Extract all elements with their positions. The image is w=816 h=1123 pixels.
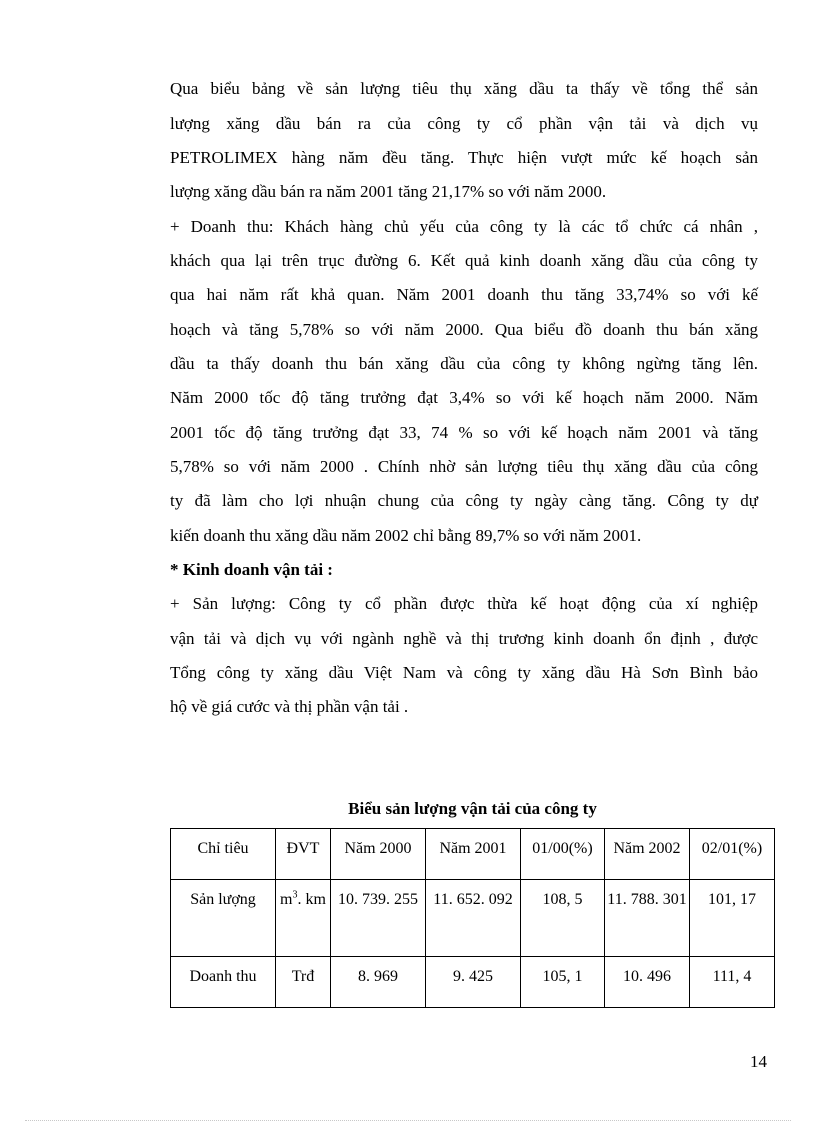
cell-ratio-01-00: 108, 5 xyxy=(521,880,605,957)
page-bottom-divider xyxy=(25,1120,791,1121)
paragraph2-line-10: kiến doanh thu xăng dầu năm 2002 chỉ bằng 89,7% so với năm 2001. xyxy=(170,526,642,545)
paragraph1-line-2: lượng xăng dầu bán ra của công ty cổ phần vận tải và dịch vụ xyxy=(170,114,758,133)
paragraph2-line-3: qua hai năm rất khả quan. Năm 2001 doanh thu tăng 33,74% so với kế xyxy=(170,285,758,304)
header-dvt: ĐVT xyxy=(276,829,331,880)
paragraph2-line-8: 5,78% so với năm 2000 . Chính nhờ sản lượng tiêu thụ xăng dầu của công xyxy=(170,457,758,476)
cell-unit: $m^3$. km xyxy=(276,880,331,957)
section-heading: * Kinh doanh vận tải : xyxy=(170,560,333,579)
paragraph2-line-2: khách qua lại trên trục đường 6. Kết quả kinh doanh xăng dầu của công ty xyxy=(170,251,758,270)
paragraph2-line-5: dầu ta thấy doanh thu bán xăng dầu của công ty không ngừng tăng lên. xyxy=(170,354,758,373)
cell-y2001: 11. 652. 092 xyxy=(426,880,521,957)
cell-y2000: 10. 739. 255 xyxy=(331,880,426,957)
cell-ratio-02-01: 111, 4 xyxy=(690,957,775,1008)
paragraph1-line-1: Qua biểu bảng về sản lượng tiêu thụ xăng dầu ta thấy về tổng thể sản xyxy=(170,79,758,98)
paragraph2-line-1: + Doanh thu: Khách hàng chủ yếu của công ty là các tổ chức cá nhân , xyxy=(170,217,758,236)
paragraph1-line-4: lượng xăng dầu bán ra năm 2001 tăng 21,17% so với năm 2000. xyxy=(170,182,607,201)
paragraph2-line-4: hoạch và tăng 5,78% so với năm 2000. Qua biểu đồ doanh thu bán xăng xyxy=(170,320,758,339)
cell-ratio-01-00: 105, 1 xyxy=(521,957,605,1008)
cell-label: Sản lượng xyxy=(171,880,276,957)
paragraph3-line-3: Tổng công ty xăng dầu Việt Nam và công ty xăng dầu Hà Sơn Bình bảo xyxy=(170,663,758,682)
cell-y2000: 8. 969 xyxy=(331,957,426,1008)
cell-label: Doanh thu xyxy=(171,957,276,1008)
header-nam-2002: Năm 2002 xyxy=(605,829,690,880)
table-caption: Biểu sản lượng vận tải của công ty xyxy=(348,799,597,818)
table-row xyxy=(171,957,775,1008)
paragraph3-line-2: vận tải và dịch vụ với ngành nghề và thị trương kinh doanh ổn định , được xyxy=(170,629,758,648)
cell-y2001: 9. 425 xyxy=(426,957,521,1008)
cell-unit: Trđ xyxy=(276,957,331,1008)
paragraph2-line-6: Năm 2000 tốc độ tăng trưởng đạt 3,4% so với kế hoạch năm 2000. Năm xyxy=(170,388,758,407)
paragraph2-line-9: ty đã làm cho lợi nhuận chung của công ty ngày càng tăng. Công ty dự xyxy=(170,491,758,510)
paragraph3-line-4: hộ về giá cước và thị phần vận tải . xyxy=(170,697,409,716)
cell-y2002: 10. 496 xyxy=(605,957,690,1008)
transport-output-table xyxy=(170,828,775,1008)
paragraph2-line-7: 2001 tốc độ tăng trưởng đạt 33, 74 % so với kế hoạch năm 2001 và tăng xyxy=(170,423,758,442)
paragraph1-line-3: PETROLIMEX hàng năm đều tăng. Thực hiện vượt mức kế hoạch sản xyxy=(170,148,758,167)
table-row xyxy=(171,880,775,957)
page-number: 14 xyxy=(750,1052,767,1071)
header-chi-tieu: Chỉ tiêu xyxy=(171,829,276,880)
cell-ratio-02-01: 101, 17 xyxy=(690,880,775,957)
header-nam-2000: Năm 2000 xyxy=(331,829,426,880)
table-header-row xyxy=(171,829,775,880)
header-ratio-01-00: 01/00(%) xyxy=(521,829,605,880)
cell-y2002: 11. 788. 301 xyxy=(605,880,690,957)
header-nam-2001: Năm 2001 xyxy=(426,829,521,880)
paragraph3-line-1: + Sản lượng: Công ty cổ phần được thừa kế hoạt động của xí nghiệp xyxy=(170,594,758,613)
header-ratio-02-01: 02/01(%) xyxy=(690,829,775,880)
